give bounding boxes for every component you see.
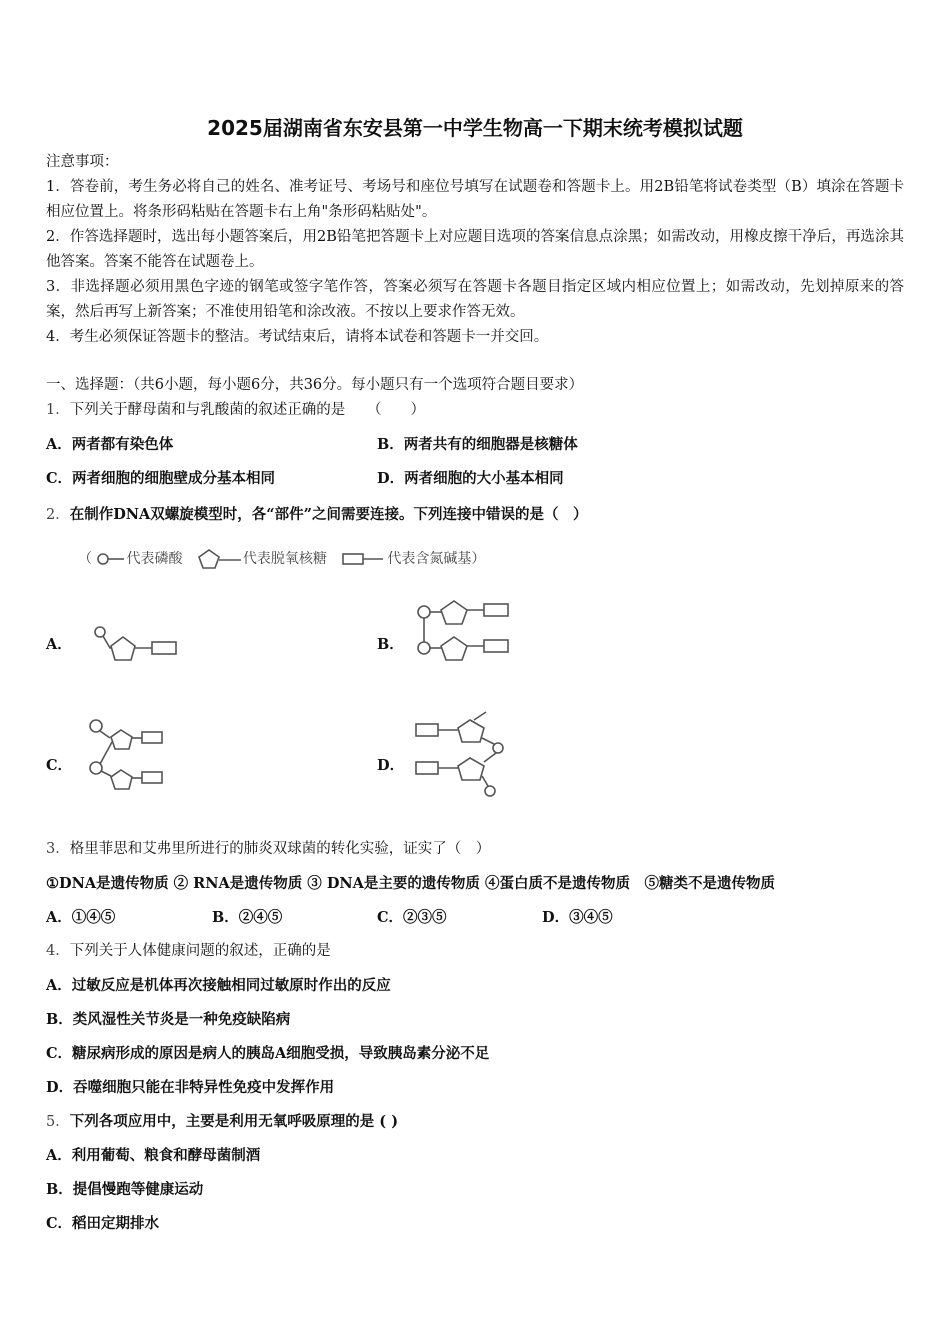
q1-option-b: B．两者共有的细胞器是核糖体 xyxy=(377,436,578,453)
q5-option-b: B．提倡慢跑等健康运动 xyxy=(46,1181,204,1198)
legend-phosphate-label: 代表磷酸 xyxy=(126,551,183,567)
q2-legend xyxy=(78,548,485,570)
legend-base-label: 代表含氮碱基） xyxy=(387,551,486,567)
q2-option-b-label: B． xyxy=(377,636,404,653)
legend-sugar-label: 代表脱氧核糖 xyxy=(242,551,327,567)
question-1-stem: 下列关于酵母菌和与乳酸菌的叙述正确的是 （ ） xyxy=(69,402,425,418)
notice-item-1: 1．答卷前，考生务必将自己的姓名、准考证号、考场号和座位号填写在试题卷和答题卡上。用2B铅笔将试卷类型（B）填涂在答题卡相应位置上。将条形码粘贴在答题卡右上角"条形码粘贴处"。 xyxy=(46,179,904,220)
question-2 xyxy=(46,502,588,528)
q4-option-d: D．吞噬细胞只能在非特异性免疫中发挥作用 xyxy=(46,1079,335,1096)
question-1-number: 1． xyxy=(46,402,70,418)
q2-option-b-diagram xyxy=(412,598,522,678)
q1-option-c: C．两者细胞的细胞壁成分基本相同 xyxy=(46,470,276,487)
q2-option-d-diagram xyxy=(414,710,514,805)
question-3-number: 3． xyxy=(46,841,70,857)
section-heading: 一、选择题：（共6小题，每小题6分，共36分。每小题只有一个选项符合题目要求） xyxy=(46,377,584,393)
q5-option-a: A．利用葡萄、粮食和酵母菌制酒 xyxy=(46,1147,261,1164)
notice-item-4: 4．考生必须保证答题卡的整洁。考试结束后，请将本试卷和答题卡一并交回。 xyxy=(46,329,549,345)
question-3 xyxy=(46,837,490,862)
q1-option-d: D．两者细胞的大小基本相同 xyxy=(377,470,564,487)
q4-option-c: C．糖尿病形成的原因是病人的胰岛A细胞受损，导致胰岛素分泌不足 xyxy=(46,1045,490,1062)
q2-option-c-diagram xyxy=(84,716,174,796)
question-2-stem: 在制作DNA双螺旋模型时，各“部件”之间需要连接。下列连接中错误的是（ ） xyxy=(69,506,588,523)
question-3-stem: 格里菲思和艾弗里所进行的肺炎双球菌的转化实验，证实了（ ） xyxy=(69,841,491,857)
q5-option-c: C．稻田定期排水 xyxy=(46,1215,160,1232)
phosphate-legend-icon xyxy=(96,551,126,567)
question-4-number: 4． xyxy=(46,943,70,959)
base-legend-icon xyxy=(341,551,387,567)
question-5 xyxy=(46,1109,398,1135)
question-2-number: 2． xyxy=(46,507,70,523)
q3-statements: ①DNA是遗传物质 ② RNA是遗传物质 ③ DNA是主要的遗传物质 ④蛋白质不是遗传物质 ⑤糖类不是遗传物质 xyxy=(46,875,775,892)
q1-option-a: A．两者都有染色体 xyxy=(46,436,174,453)
q2-option-a-diagram xyxy=(90,622,190,672)
q2-option-d-label: D． xyxy=(377,757,405,774)
legend-open-paren: （ xyxy=(78,551,92,567)
q3-option-b: B．②④⑤ xyxy=(212,909,283,926)
q2-option-a-label: A． xyxy=(46,636,72,653)
q2-option-c-label: C． xyxy=(46,757,73,774)
q3-option-c: C．②③⑤ xyxy=(377,909,447,926)
q3-option-d: D．③④⑤ xyxy=(542,909,613,926)
question-4-stem: 下列关于人体健康问题的叙述，正确的是 xyxy=(69,943,331,959)
q3-option-a: A．①④⑤ xyxy=(46,909,116,926)
question-4 xyxy=(46,939,331,964)
notice-heading: 注意事项： xyxy=(46,154,119,170)
question-1 xyxy=(46,398,425,423)
question-5-stem: 下列各项应用中，主要是利用无氧呼吸原理的是 ( ) xyxy=(69,1113,399,1130)
deoxyribose-legend-icon xyxy=(197,548,243,570)
q4-option-b: B．类风湿性关节炎是一种免疫缺陷病 xyxy=(46,1011,291,1028)
page-title: 2025届湖南省东安县第一中学生物高一下期末统考模拟试题 xyxy=(207,116,743,140)
q4-option-a: A．过敏反应是机体再次接触相同过敏原时作出的反应 xyxy=(46,977,391,994)
notice-item-3: 3．非选择题必须用黑色字迹的钢笔或签字笔作答，答案必须写在答题卡各题目指定区域内相应位置上；如需改动，先划掉原来的答案，然后再写上新答案；不准使用铅笔和涂改液。不按以上要求作答无效。 xyxy=(46,279,904,320)
question-5-number: 5． xyxy=(46,1114,70,1130)
notice-item-2: 2．作答选择题时，选出每小题答案后，用2B铅笔把答题卡上对应题目选项的答案信息点涂黑；如需改动，用橡皮擦干净后，再选涂其他答案。答案不能答在试题卷上。 xyxy=(46,229,904,270)
